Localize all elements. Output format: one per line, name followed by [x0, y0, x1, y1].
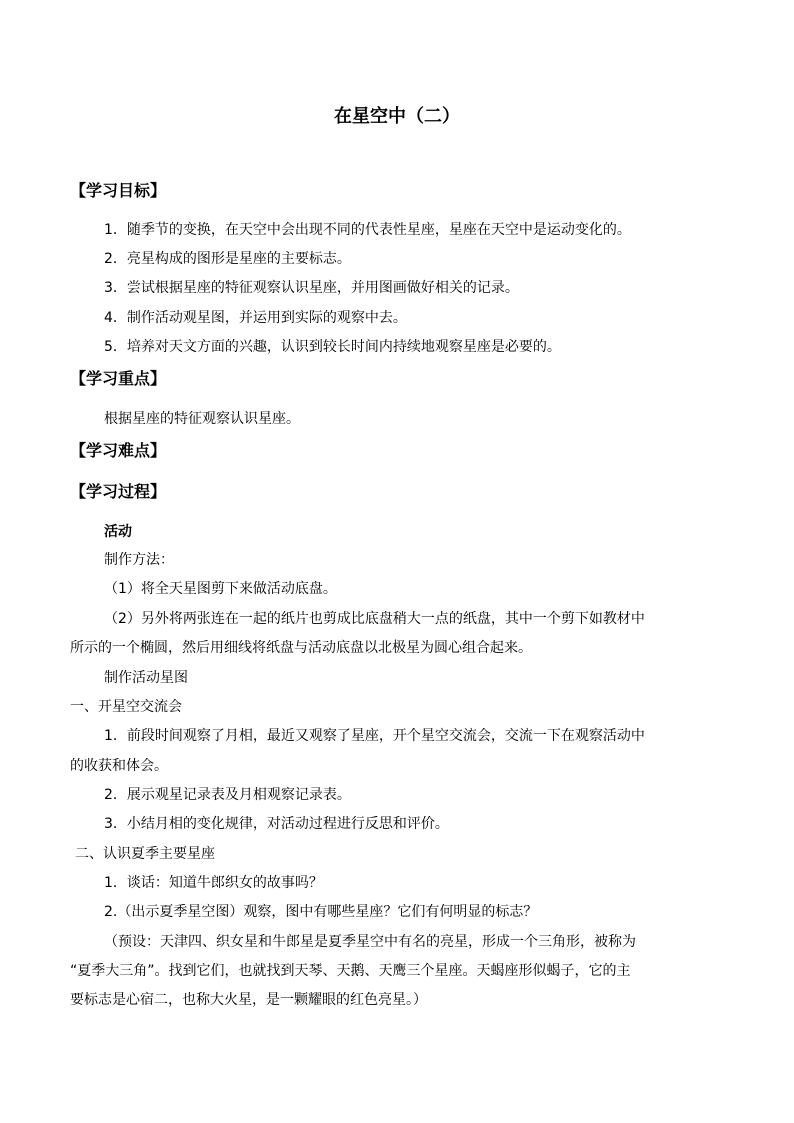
step-2-line-2: 所示的一个椭圆，然后用细线将纸盘与活动底盘以北极星为圆心组合起来。 [70, 640, 532, 656]
goals-heading: 【学习目标】 [70, 181, 167, 200]
preset-line-3: 要标志是心宿二，也称大火星，是一颗耀眼的红色亮星。） [70, 992, 427, 1008]
focus-heading: 【学习重点】 [70, 369, 167, 388]
process-heading: 【学习过程】 [70, 482, 167, 501]
focus-text: 根据星座的特征观察认识星座。 [104, 411, 300, 427]
goal-item: 3．尝试根据星座的特征观察认识星座，并用图画做好相关的记录。 [104, 280, 519, 296]
activity-title: 活动 [104, 524, 132, 540]
part-2-item-2: 2.（出示夏季星空图）观察，图中有哪些星座？它们有何明显的标志？ [104, 904, 538, 920]
part-1-item-3: 3．小结月相的变化规律，对活动过程进行反思和评价。 [104, 816, 449, 832]
preset-line-2: “夏季大三角”。找到它们，也就找到天琴、天鹅、天鹰三个星座。天蝎座形似蝎子，它的主 [70, 963, 631, 979]
part-2-title: 二、认识夏季主要星座 [75, 846, 215, 862]
goal-item: 5．培养对天文方面的兴趣，认识到较长时间内持续地观察星座是必要的。 [104, 339, 561, 355]
make-chart-label: 制作活动星图 [104, 670, 188, 686]
part-1-item-2: 2．展示观星记录表及月相观察记录表。 [104, 787, 351, 803]
goal-item: 4．制作活动观星图，并运用到实际的观察中去。 [104, 310, 407, 326]
goal-item: 1．随季节的变换，在天空中会出现不同的代表性星座，星座在天空中是运动变化的。 [104, 222, 631, 238]
preset-line-1: （预设：天津四、织女星和牛郎星是夏季星空中有名的亮星，形成一个三角形，被称为 [104, 934, 636, 950]
part-1-item-1-line-1: 1．前段时间观察了月相，最近又观察了星座，开个星空交流会，交流一下在观察活动中 [104, 728, 645, 744]
part-1-title: 一、开星空交流会 [70, 699, 182, 715]
step-1: （1）将全天星图剪下来做活动底盘。 [104, 581, 337, 597]
method-label: 制作方法： [104, 552, 174, 568]
goal-item: 2．亮星构成的图形是星座的主要标志。 [104, 251, 351, 267]
page-title: 在星空中（二） [334, 106, 460, 127]
difficulty-heading: 【学习难点】 [70, 441, 167, 460]
part-2-item-1: 1．谈话：知道牛郎织女的故事吗？ [104, 875, 323, 891]
part-1-item-1-line-2: 的收获和体会。 [70, 758, 168, 774]
step-2-line-1: （2）另外将两张连在一起的纸片也剪成比底盘稍大一点的纸盘，其中一个剪下如教材中 [104, 611, 645, 627]
